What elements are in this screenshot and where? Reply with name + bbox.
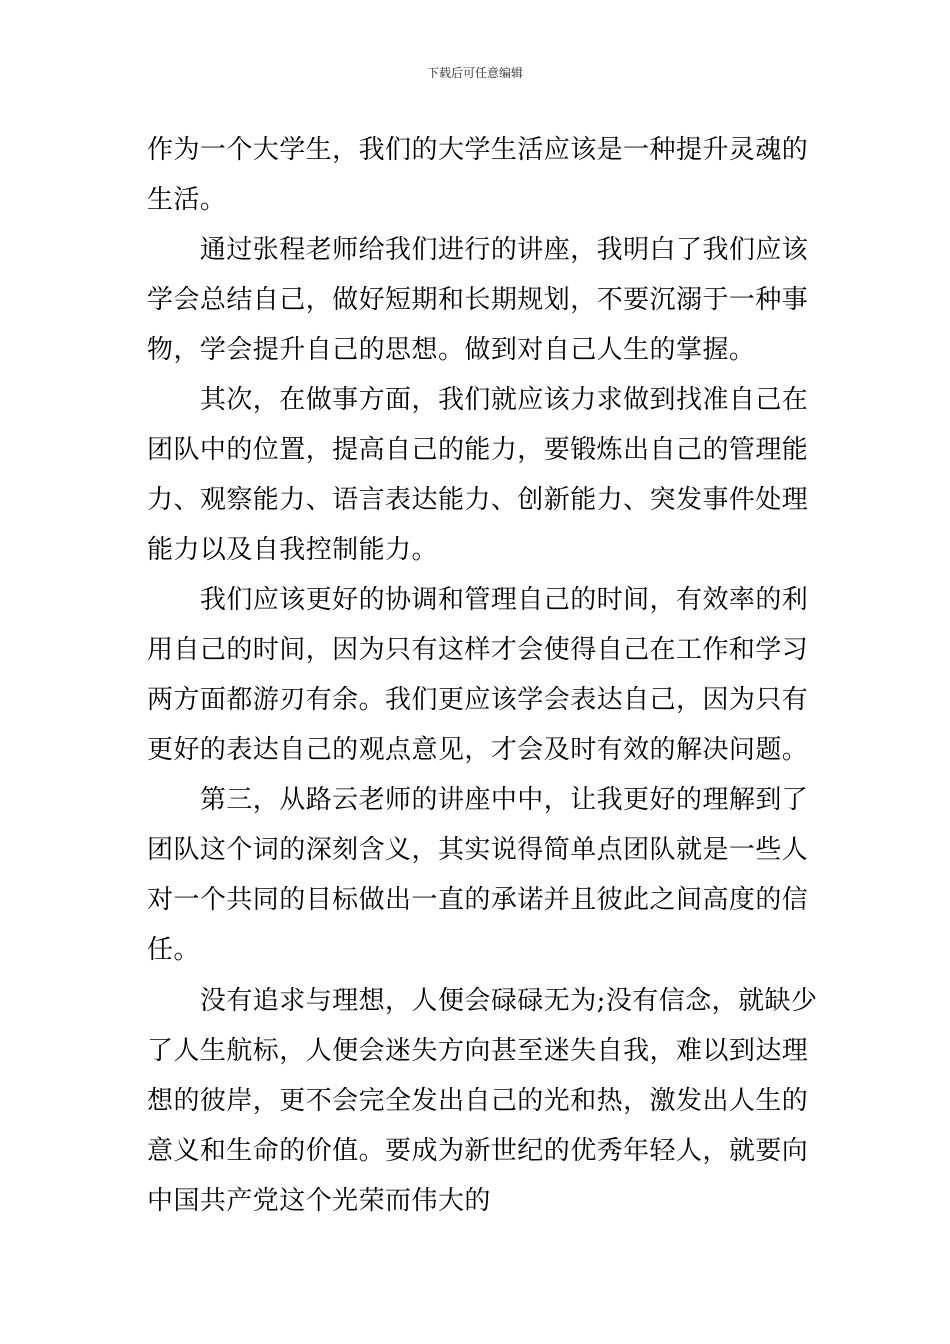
- text-line: 学会总结自己，做好短期和长期规划，不要沉溺于一种事: [147, 285, 809, 315]
- text-line: 想的彼岸，更不会完全发出自己的光和热，激发出人生的: [147, 1086, 809, 1116]
- text-line: 了人生航标，人便会迷失方向甚至迷失自我，难以到达理: [147, 1036, 809, 1066]
- text-line: 生活。: [147, 185, 227, 215]
- text-line: 任。: [147, 935, 200, 965]
- text-line: 用自己的时间，因为只有这样才会使得自己在工作和学习: [147, 635, 809, 665]
- text-line: 团队这个词的深刻含义，其实说得简单点团队就是一些人: [147, 835, 809, 865]
- text-line: 团队中的位置，提高自己的能力，要锻炼出自己的管理能: [147, 435, 809, 465]
- text-line: 中国共产党这个光荣而伟大的: [147, 1186, 491, 1216]
- text-line: 物，学会提升自己的思想。做到对自己人生的掌握。: [147, 335, 756, 365]
- text-line: 作为一个大学生，我们的大学生活应该是一种提升灵魂的: [147, 135, 809, 165]
- text-line: 更好的表达自己的观点意见，才会及时有效的解决问题。: [147, 735, 809, 765]
- text-line: 其次，在做事方面，我们就应该力求做到找准自己在: [147, 385, 809, 415]
- text-line: 通过张程老师给我们进行的讲座，我明白了我们应该: [147, 235, 809, 265]
- text-line: 意义和生命的价值。要成为新世纪的优秀年轻人，就要向: [147, 1136, 809, 1166]
- text-line: 对一个共同的目标做出一直的承诺并且彼此之间高度的信: [147, 885, 809, 915]
- page-header: 下载后可任意编辑: [426, 66, 523, 80]
- text-line: 两方面都游刃有余。我们更应该学会表达自己，因为只有: [147, 685, 809, 715]
- text-line: 第三，从路云老师的讲座中中，让我更好的理解到了: [147, 785, 809, 815]
- text-line: 没有追求与理想，人便会碌碌无为;没有信念，就缺少: [147, 986, 818, 1016]
- text-line: 力、观察能力、语言表达能力、创新能力、突发事件处理: [147, 485, 809, 515]
- text-line: 我们应该更好的协调和管理自己的时间，有效率的利: [147, 585, 809, 615]
- text-line: 能力以及自我控制能力。: [147, 535, 438, 565]
